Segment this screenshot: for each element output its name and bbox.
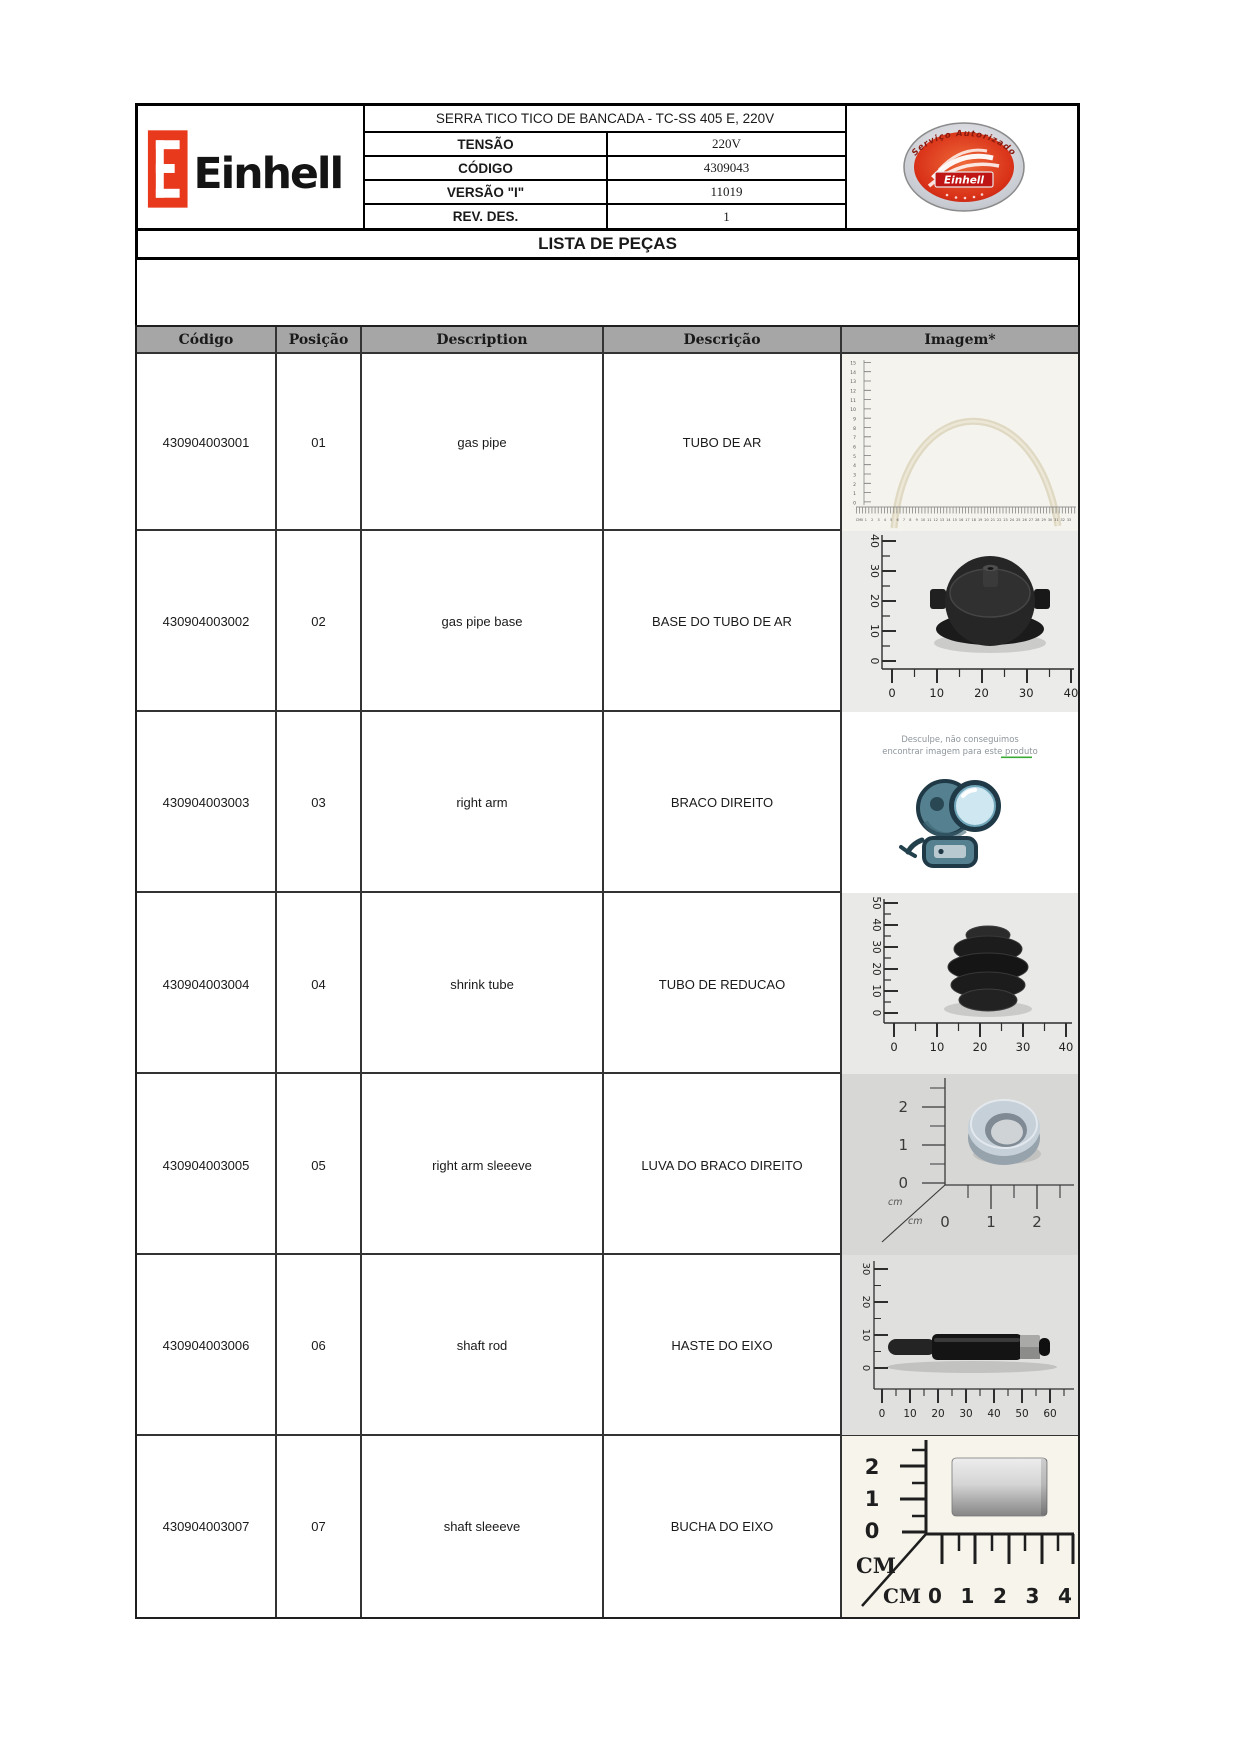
svg-text:32: 32 [1060, 518, 1065, 522]
svg-text:26: 26 [1022, 518, 1027, 522]
svg-text:1: 1 [986, 1213, 996, 1231]
svg-text:15: 15 [850, 361, 856, 367]
cell-posicao: 04 [277, 893, 362, 1076]
svg-text:33: 33 [1066, 518, 1072, 522]
svg-text:2: 2 [993, 1584, 1007, 1608]
cell-posicao: 03 [277, 712, 362, 893]
cell-codigo: 430904003006 [137, 1255, 277, 1435]
cell-codigo: 430904003002 [137, 531, 277, 712]
svg-text:13: 13 [939, 518, 945, 522]
einhell-logo [138, 106, 365, 228]
svg-text:20: 20 [860, 1295, 871, 1309]
svg-text:9: 9 [915, 518, 918, 522]
cell-description: shaft sleeeve [362, 1436, 604, 1617]
svg-text:40: 40 [987, 1408, 1001, 1420]
svg-text:3: 3 [877, 518, 880, 522]
svg-text:20: 20 [868, 594, 881, 608]
svg-text:4: 4 [853, 464, 856, 470]
cell-posicao: 07 [277, 1436, 362, 1617]
svg-text:1: 1 [853, 492, 856, 498]
cell-posicao: 02 [277, 531, 362, 712]
svg-text:18: 18 [971, 518, 976, 522]
table-row [137, 712, 1078, 893]
svg-text:30: 30 [860, 1262, 871, 1276]
cell-codigo: 430904003007 [137, 1436, 277, 1617]
cell-descricao: BUCHA DO EIXO [604, 1436, 842, 1617]
info-value-tensao: 220V [608, 133, 847, 157]
info-label-revdes: REV. DES. [365, 205, 608, 228]
svg-text:20: 20 [870, 962, 882, 976]
table-row [137, 1255, 1078, 1436]
cell-descricao: TUBO DE REDUCAO [604, 893, 842, 1076]
cell-description: right arm sleeeve [362, 1074, 604, 1256]
document-header-table [135, 103, 1080, 231]
document-frame [135, 103, 1080, 1619]
svg-text:30: 30 [1018, 686, 1034, 700]
svg-text:29: 29 [1041, 518, 1046, 522]
svg-text:30: 30 [1015, 1040, 1031, 1054]
svg-text:50: 50 [1015, 1408, 1029, 1420]
svg-text:11: 11 [850, 398, 856, 404]
cell-description: gas pipe base [362, 531, 604, 712]
svg-text:0: 0 [870, 1009, 882, 1017]
svg-text:4: 4 [1058, 1584, 1072, 1608]
svg-text:7: 7 [853, 436, 856, 442]
svg-text:4: 4 [883, 518, 886, 522]
svg-text:10: 10 [929, 1040, 945, 1054]
svg-text:CM: CM [882, 1584, 922, 1608]
svg-text:30: 30 [1047, 518, 1053, 522]
svg-text:12: 12 [933, 518, 938, 522]
servico-autorizado-badge [847, 106, 1074, 228]
svg-text:8: 8 [853, 426, 856, 432]
cell-codigo: 430904003005 [137, 1074, 277, 1256]
svg-text:20: 20 [931, 1408, 945, 1420]
cell-description: shrink tube [362, 893, 604, 1076]
svg-text:5: 5 [853, 454, 856, 460]
svg-text:10: 10 [903, 1408, 917, 1420]
cell-descricao: BRACO DIREITO [604, 712, 842, 893]
col-header-descricao: Descrição [604, 327, 842, 352]
svg-text:14: 14 [850, 370, 856, 376]
svg-text:11: 11 [927, 518, 932, 522]
svg-text:23: 23 [1003, 518, 1008, 522]
cell-posicao: 01 [277, 354, 362, 531]
cell-description: right arm [362, 712, 604, 893]
svg-text:5: 5 [890, 518, 893, 522]
svg-text:0: 0 [898, 1174, 908, 1192]
logo-wordmark: Einhell [193, 148, 343, 199]
svg-text:12: 12 [850, 389, 856, 395]
svg-text:2: 2 [864, 1455, 880, 1479]
svg-text:10: 10 [870, 984, 882, 998]
cell-descricao: LUVA DO BRACO DIREITO [604, 1074, 842, 1256]
product-photo-shaft-sleeve [842, 1436, 1078, 1617]
info-label-codigo: CÓDIGO [365, 157, 608, 181]
cell-descricao: BASE DO TUBO DE AR [604, 531, 842, 712]
svg-text:40: 40 [1063, 686, 1078, 700]
svg-text:6: 6 [853, 445, 856, 451]
svg-text:10: 10 [860, 1328, 871, 1342]
product-photo-shrink-tube [842, 893, 1078, 1076]
section-title: LISTA DE PEÇAS [135, 231, 1080, 260]
svg-text:20: 20 [974, 686, 989, 700]
svg-text:40: 40 [1058, 1040, 1074, 1054]
svg-text:0: 0 [940, 1213, 950, 1231]
product-photo-shaft-rod [842, 1255, 1078, 1435]
svg-text:30: 30 [959, 1408, 973, 1420]
svg-text:22: 22 [997, 518, 1002, 522]
svg-text:0: 0 [868, 657, 881, 665]
product-photo-gas-pipe [842, 354, 1078, 531]
table-row [137, 893, 1078, 1074]
svg-text:2: 2 [1032, 1213, 1042, 1231]
svg-text:17: 17 [965, 518, 970, 522]
col-header-description: Description [362, 327, 604, 352]
svg-text:40: 40 [868, 534, 881, 548]
svg-text:16: 16 [958, 518, 964, 522]
cell-codigo: 430904003001 [137, 354, 277, 531]
svg-text:15: 15 [952, 518, 957, 522]
svg-text:2: 2 [871, 518, 874, 522]
svg-text:3: 3 [853, 473, 856, 479]
svg-text:1: 1 [960, 1584, 975, 1608]
col-header-imagem: Imagem* [924, 331, 996, 348]
svg-text:8: 8 [909, 518, 912, 522]
svg-text:cm: cm [888, 1197, 903, 1208]
svg-text:1: 1 [898, 1136, 908, 1154]
svg-text:40: 40 [870, 918, 882, 932]
spacer-band [135, 260, 1080, 325]
cell-codigo: 430904003004 [137, 893, 277, 1076]
table-row [137, 1074, 1078, 1255]
cell-description: gas pipe [362, 354, 604, 531]
col-header-posicao: Posição [277, 327, 362, 352]
parts-table-header [137, 327, 1078, 354]
svg-text:20: 20 [984, 518, 989, 522]
info-label-tensao: TENSÃO [365, 133, 608, 157]
svg-text:9: 9 [853, 417, 856, 423]
cell-posicao: 06 [277, 1255, 362, 1435]
svg-text:1: 1 [864, 1487, 880, 1511]
svg-text:0: 0 [860, 1364, 871, 1372]
svg-text:19: 19 [977, 518, 983, 522]
info-label-versao: VERSÃO "I" [365, 181, 608, 205]
svg-text:cm: cm [908, 1216, 923, 1227]
svg-text:10: 10 [850, 408, 856, 414]
svg-text:30: 30 [870, 940, 882, 954]
svg-text:28: 28 [1035, 518, 1040, 522]
cell-description: shaft rod [362, 1255, 604, 1435]
svg-text:60: 60 [1043, 1408, 1057, 1420]
svg-text:25: 25 [1016, 518, 1021, 522]
cell-descricao: TUBO DE AR [604, 354, 842, 531]
einhell-logo-icon [138, 106, 363, 228]
svg-text:0: 0 [853, 501, 856, 507]
parts-table [135, 325, 1080, 1619]
table-row [137, 1436, 1078, 1617]
no-image-placeholder [842, 712, 1078, 893]
cell-posicao: 05 [277, 1074, 362, 1256]
svg-text:0: 0 [890, 1040, 898, 1054]
svg-text:14: 14 [946, 518, 951, 522]
svg-text:31: 31 [1054, 518, 1059, 522]
product-photo-right-arm-sleeve [842, 1074, 1078, 1256]
svg-text:27: 27 [1028, 518, 1034, 522]
product-photo-gas-pipe-base [842, 531, 1078, 712]
svg-text:0: 0 [888, 686, 896, 700]
svg-text:7: 7 [902, 518, 906, 522]
svg-text:CM0: CM0 [855, 518, 864, 522]
svg-text:2: 2 [898, 1098, 908, 1116]
badge-icon [847, 106, 1074, 228]
no-image-text-line2: encontrar imagem para este produto [882, 746, 1038, 756]
info-value-versao: 11019 [608, 181, 847, 205]
svg-text:13: 13 [850, 380, 856, 386]
info-value-revdes: 1 [608, 205, 847, 228]
badge-brand-text: Einhell [943, 174, 985, 187]
svg-text:50: 50 [870, 896, 882, 910]
svg-text:1: 1 [864, 518, 867, 522]
badge-top-text: Serviço Autorizado [910, 128, 1018, 159]
svg-text:24: 24 [1009, 518, 1015, 522]
svg-text:20: 20 [972, 1040, 988, 1054]
table-row [137, 354, 1078, 531]
product-title: SERRA TICO TICO DE BANCADA - TC-SS 405 E, 220V [365, 106, 847, 133]
no-image-text-line1: Desculpe, não conseguimos [901, 734, 1019, 744]
svg-text:0: 0 [878, 1408, 886, 1420]
svg-text:CM: CM [856, 1553, 896, 1578]
col-header-codigo: Código [137, 327, 277, 352]
svg-text:30: 30 [868, 564, 881, 578]
svg-text:10: 10 [929, 686, 945, 700]
table-row [137, 531, 1078, 712]
svg-text:2: 2 [853, 482, 856, 488]
svg-text:0: 0 [928, 1584, 942, 1608]
svg-text:0: 0 [864, 1519, 880, 1543]
svg-text:10: 10 [920, 518, 926, 522]
svg-text:10: 10 [868, 624, 881, 638]
info-value-codigo: 4309043 [608, 157, 847, 181]
cell-codigo: 430904003003 [137, 712, 277, 893]
cell-descricao: HASTE DO EIXO [604, 1255, 842, 1435]
svg-text:3: 3 [1025, 1584, 1040, 1608]
svg-text:6: 6 [896, 518, 899, 522]
svg-text:21: 21 [990, 518, 996, 522]
